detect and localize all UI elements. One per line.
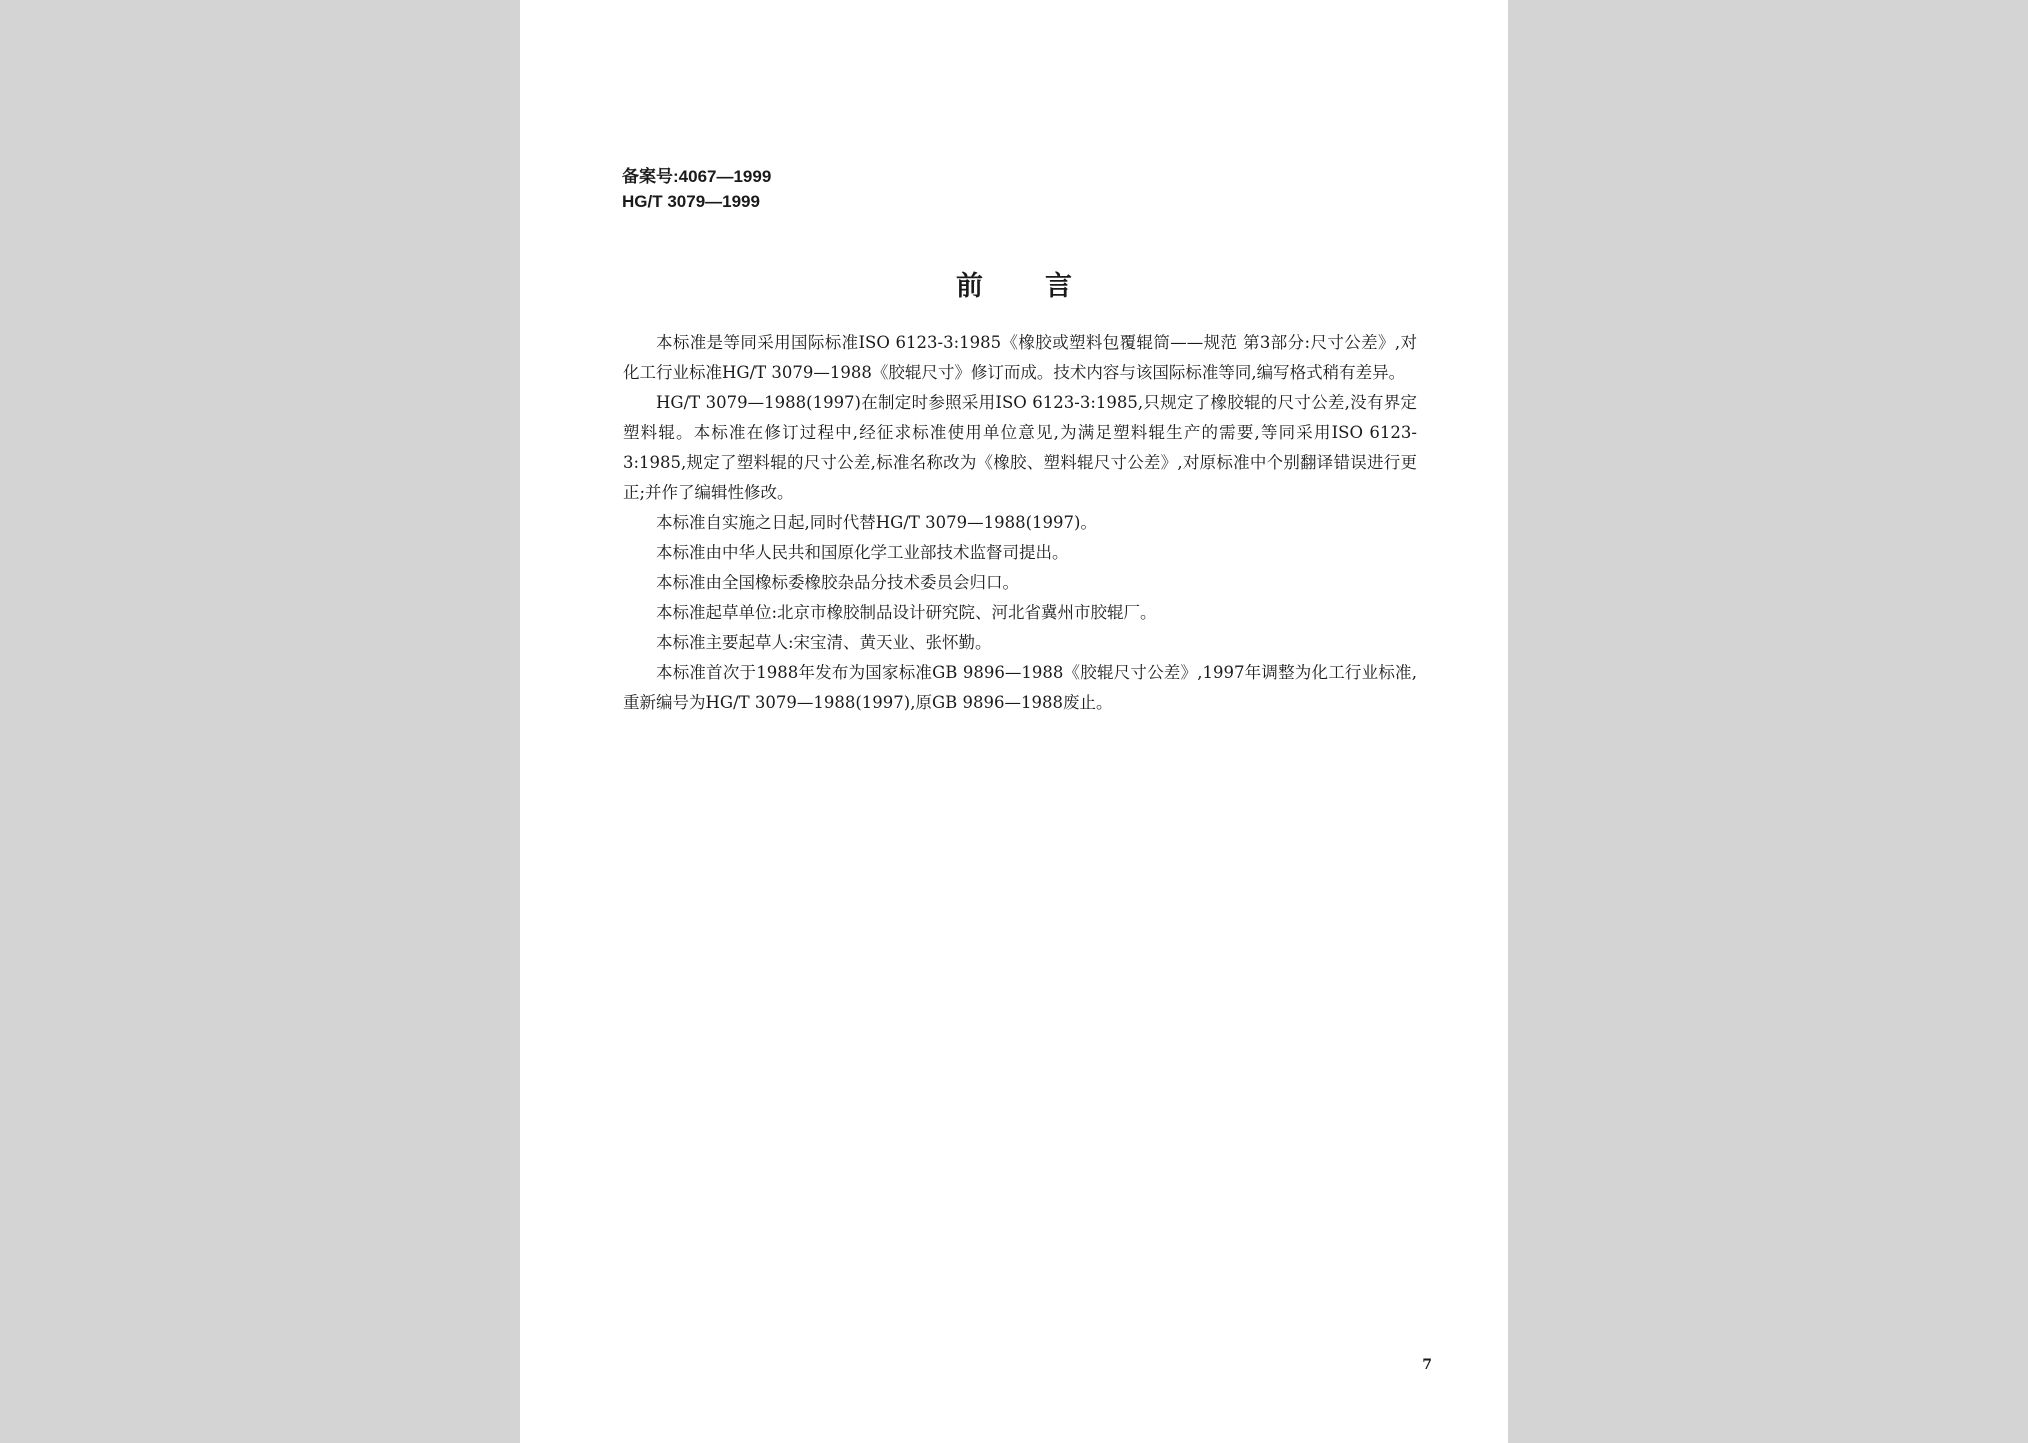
header-block [622,164,771,214]
paragraph: 本标准主要起草人:宋宝清、黄天业、张怀勤。 [656,633,992,652]
paragraph: 本标准是等同采用国际标准ISO 6123-3:1985《橡胶或塑料包覆辊筒——规范 第3部分:尺寸公差》,对化工行业标准HG/T 3079—1988《胶辊尺寸》修订而成。技术内容与该国际标准等同,编写格式稍有差异。 [623,333,1417,382]
paragraph: 本标准自实施之日起,同时代替HG/T 3079—1988(1997)。 [656,513,1097,532]
standard-code: HG/T 3079—1999 [622,192,760,211]
foreword-body [623,328,1417,718]
page-number: 7 [1422,1357,1432,1373]
paragraph: 本标准起草单位:北京市橡胶制品设计研究院、河北省冀州市胶辊厂。 [656,603,1157,622]
paragraph: 本标准由全国橡标委橡胶杂品分技术委员会归口。 [656,573,1019,592]
paragraph: 本标准由中华人民共和国原化学工业部技术监督司提出。 [656,543,1069,562]
document-page [520,0,1508,1443]
paragraph: 本标准首次于1988年发布为国家标准GB 9896—1988《胶辊尺寸公差》,1997年调整为化工行业标准,重新编号为HG/T 3079—1988(1997),原GB 9896—1988废止。 [623,663,1417,712]
record-number: 备案号:4067—1999 [622,167,772,186]
paragraph: HG/T 3079—1988(1997)在制定时参照采用ISO 6123-3:1985,只规定了橡胶辊的尺寸公差,没有界定塑料辊。本标准在修订过程中,经征求标准使用单位意见,为满足塑料辊生产的需要,等同采用ISO 6123-3:1985,规定了塑料辊的尺寸公差,标准名称改为《橡胶、塑料辊尺寸公差》,对原标准中个别翻译错误进行更正;并作了编辑性修改。 [623,393,1417,502]
page-title: 前言 [956,271,1134,302]
